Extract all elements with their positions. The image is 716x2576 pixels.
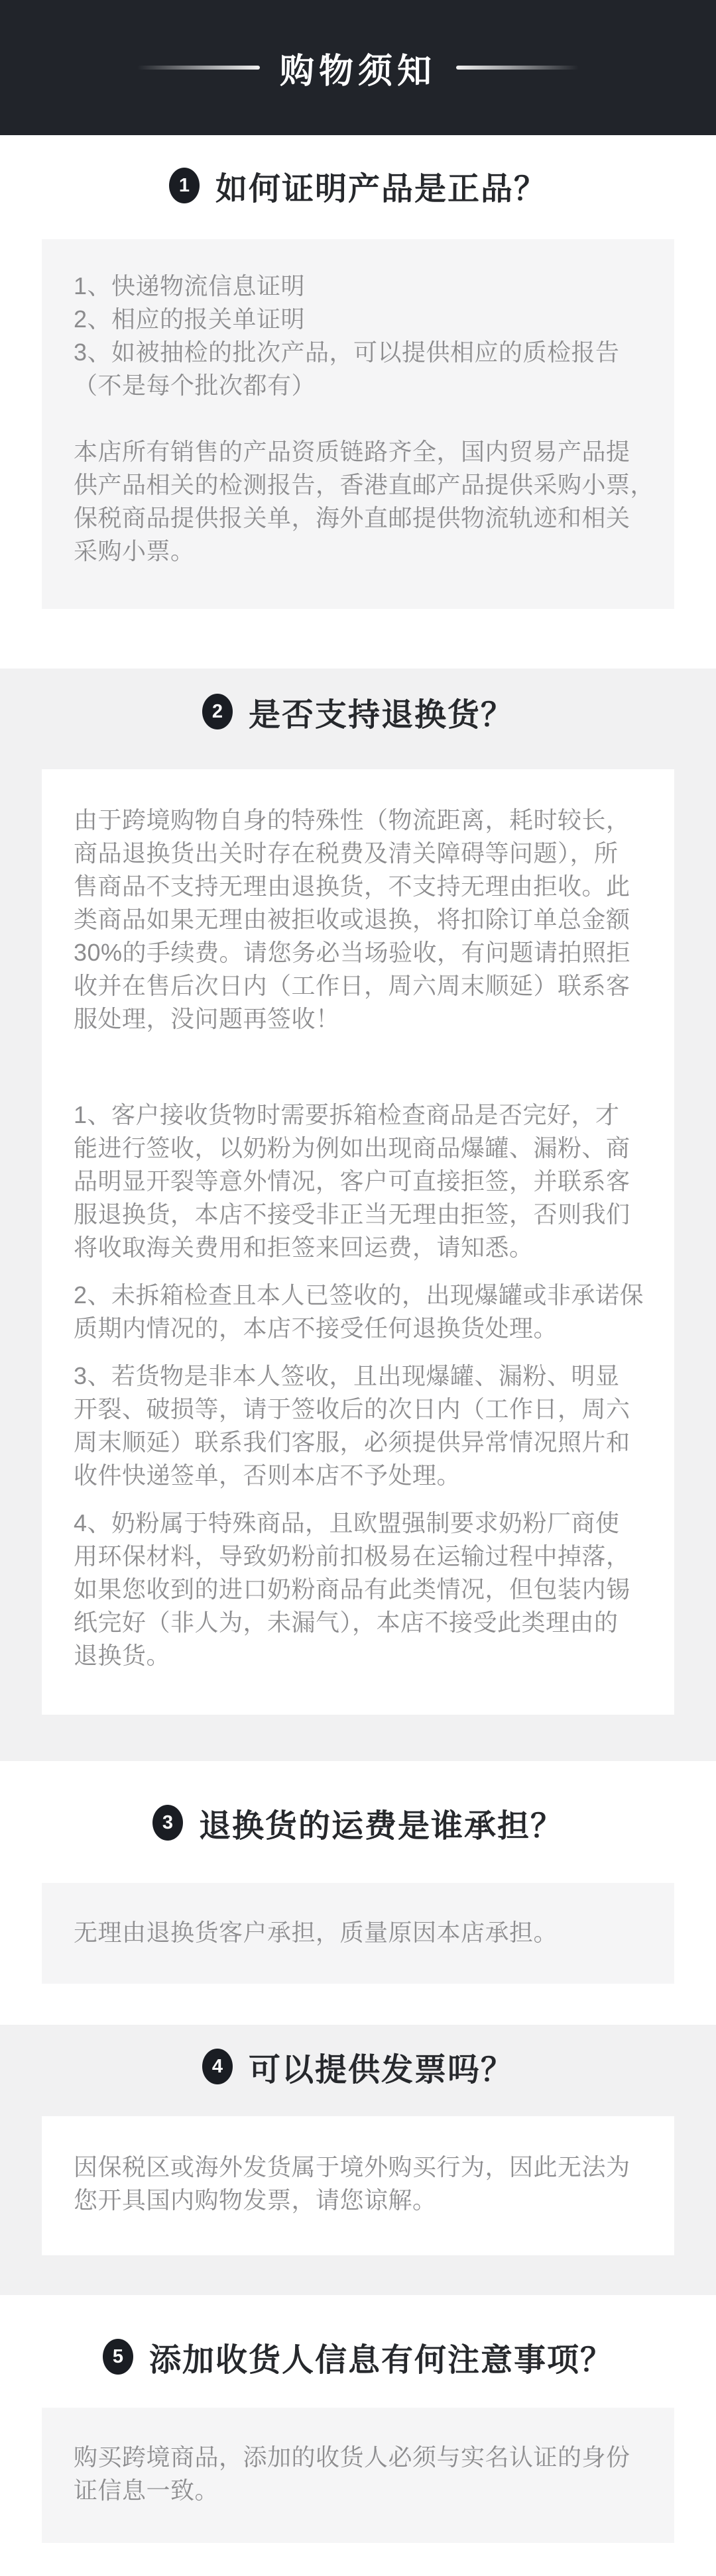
body-line: 如果您收到的进口奶粉商品有此类情况，但包装内锡 — [74, 1576, 630, 1603]
section1-title: 如何证明产品是正品？ — [215, 171, 547, 207]
rule-item-3 — [74, 1360, 642, 1492]
body-line: 本店所有销售的产品资质链路齐全，国内贸易产品提 — [74, 438, 630, 465]
page-header — [0, 0, 716, 135]
body-line: 服退换货，本店不接受非正当无理由拒签，否则我们 — [74, 1201, 630, 1228]
section3-heading — [0, 1803, 716, 1842]
body-line: 30%的手续费。请您务必当场验收，有问题请拍照拒 — [74, 939, 631, 966]
section2-band — [0, 669, 716, 1761]
body-line: （不是每个批次都有） — [74, 372, 316, 399]
body-line: 周末顺延）联系我们客服，必须提供异常情况照片和 — [74, 1428, 630, 1456]
blank-line — [74, 402, 642, 435]
section4-number-badge: 4 — [202, 2049, 233, 2084]
body-line: 商品退换货出关时存在税费及清关障碍等问题），所 — [74, 839, 619, 867]
body-line: 供产品相关的检测报告，香港直邮产品提供采购小票， — [74, 471, 655, 498]
body-line: 无理由退换货客户承担，质量原因本店承担。 — [74, 1919, 558, 1946]
section4-heading — [0, 2047, 716, 2086]
body-line: 1、客户接收货物时需要拆箱检查商品是否完好，才 — [74, 1101, 620, 1128]
section2-heading — [0, 692, 716, 731]
section4-band — [0, 2025, 716, 2295]
header-right-line-decoration — [456, 66, 579, 70]
section5-heading — [0, 2337, 716, 2376]
body-line: 能进行签收，以奶粉为例如出现商品爆罐、漏粉、商 — [74, 1134, 630, 1161]
body-line: 您开具国内购物发票，请您谅解。 — [74, 2186, 437, 2214]
body-line: 服处理，没问题再签收！ — [74, 1005, 340, 1032]
section5-title: 添加收货人信息有何注意事项？ — [149, 2342, 613, 2378]
body-line: 用环保材料，导致奶粉前扣极易在运输过程中掉落， — [74, 1542, 630, 1570]
section1-content-box — [42, 239, 674, 609]
section3-title: 退换货的运费是谁承担？ — [198, 1808, 564, 1844]
rule-item-2 — [74, 1279, 642, 1345]
body-line: 品明显开裂等意外情况，客户可直接拒签，并联系客 — [74, 1167, 630, 1195]
body-line: 1、快递物流信息证明 — [74, 272, 306, 299]
body-line: 类商品如果无理由被拒收或退换，将扣除订单总金额 — [74, 906, 630, 933]
rule-item-1 — [74, 1099, 642, 1264]
body-line: 纸完好（非人为，未漏气），本店不接受此类理由的 — [74, 1609, 619, 1636]
body-line: 3、如被抽检的批次产品，可以提供相应的质检报告 — [74, 339, 620, 366]
body-line: 购买跨境商品，添加的收货人必须与实名认证的身份 — [74, 2443, 630, 2471]
body-line: 由于跨境购物自身的特殊性（物流距离，耗时较长， — [74, 806, 630, 833]
blank-line — [74, 1036, 642, 1099]
body-line: 收并在售后次日内（工作日，周六周末顺延）联系客 — [74, 972, 630, 999]
body-line: 4、奶粉属于特殊商品，且欧盟强制要求奶粉厂商使 — [74, 1509, 620, 1536]
body-line: 3、若货物是非本人签收，且出现爆罐、漏粉、明显 — [74, 1362, 620, 1389]
body-line: 保税商品提供报关单，海外直邮提供物流轨迹和相关 — [74, 504, 630, 531]
body-line: 售商品不支持无理由退换货，不支持无理由拒收。此 — [74, 873, 630, 900]
rule-item-4 — [74, 1507, 642, 1672]
body-line: 2、相应的报关单证明 — [74, 305, 306, 333]
body-line: 将收取海关费用和拒签来回运费，请知悉。 — [74, 1234, 534, 1261]
body-line: 采购小票。 — [74, 537, 195, 564]
section4-title: 可以提供发票吗？ — [248, 2052, 514, 2088]
section2-title: 是否支持退换货？ — [248, 697, 514, 733]
body-line: 因保税区或海外发货属于境外购买行为，因此无法为 — [74, 2153, 630, 2180]
header-left-line-decoration — [137, 66, 260, 70]
section2-number-badge: 2 — [202, 694, 233, 729]
body-line: 开裂、破损等，请于签收后的次日内（工作日，周六 — [74, 1395, 630, 1422]
body-line: 质期内情况的，本店不接受任何退换货处理。 — [74, 1315, 558, 1342]
body-line: 证信息一致。 — [74, 2477, 219, 2504]
section5-number-badge: 5 — [103, 2339, 133, 2375]
section3-content-box — [42, 1883, 674, 1984]
section1-number-badge: 1 — [169, 168, 200, 203]
body-line: 退换货。 — [74, 1642, 171, 1669]
body-line: 收件快递签单，否则本店不予处理。 — [74, 1462, 461, 1489]
section5-content-box — [42, 2408, 674, 2543]
body-line: 2、未拆箱检查且本人已签收的，出现爆罐或非承诺保 — [74, 1281, 644, 1309]
section1-heading — [0, 166, 716, 205]
page-title: 购物须知 — [279, 52, 436, 91]
section4-content-box — [42, 2116, 674, 2255]
section3-number-badge: 3 — [152, 1805, 183, 1841]
section2-content-box — [42, 769, 674, 1715]
